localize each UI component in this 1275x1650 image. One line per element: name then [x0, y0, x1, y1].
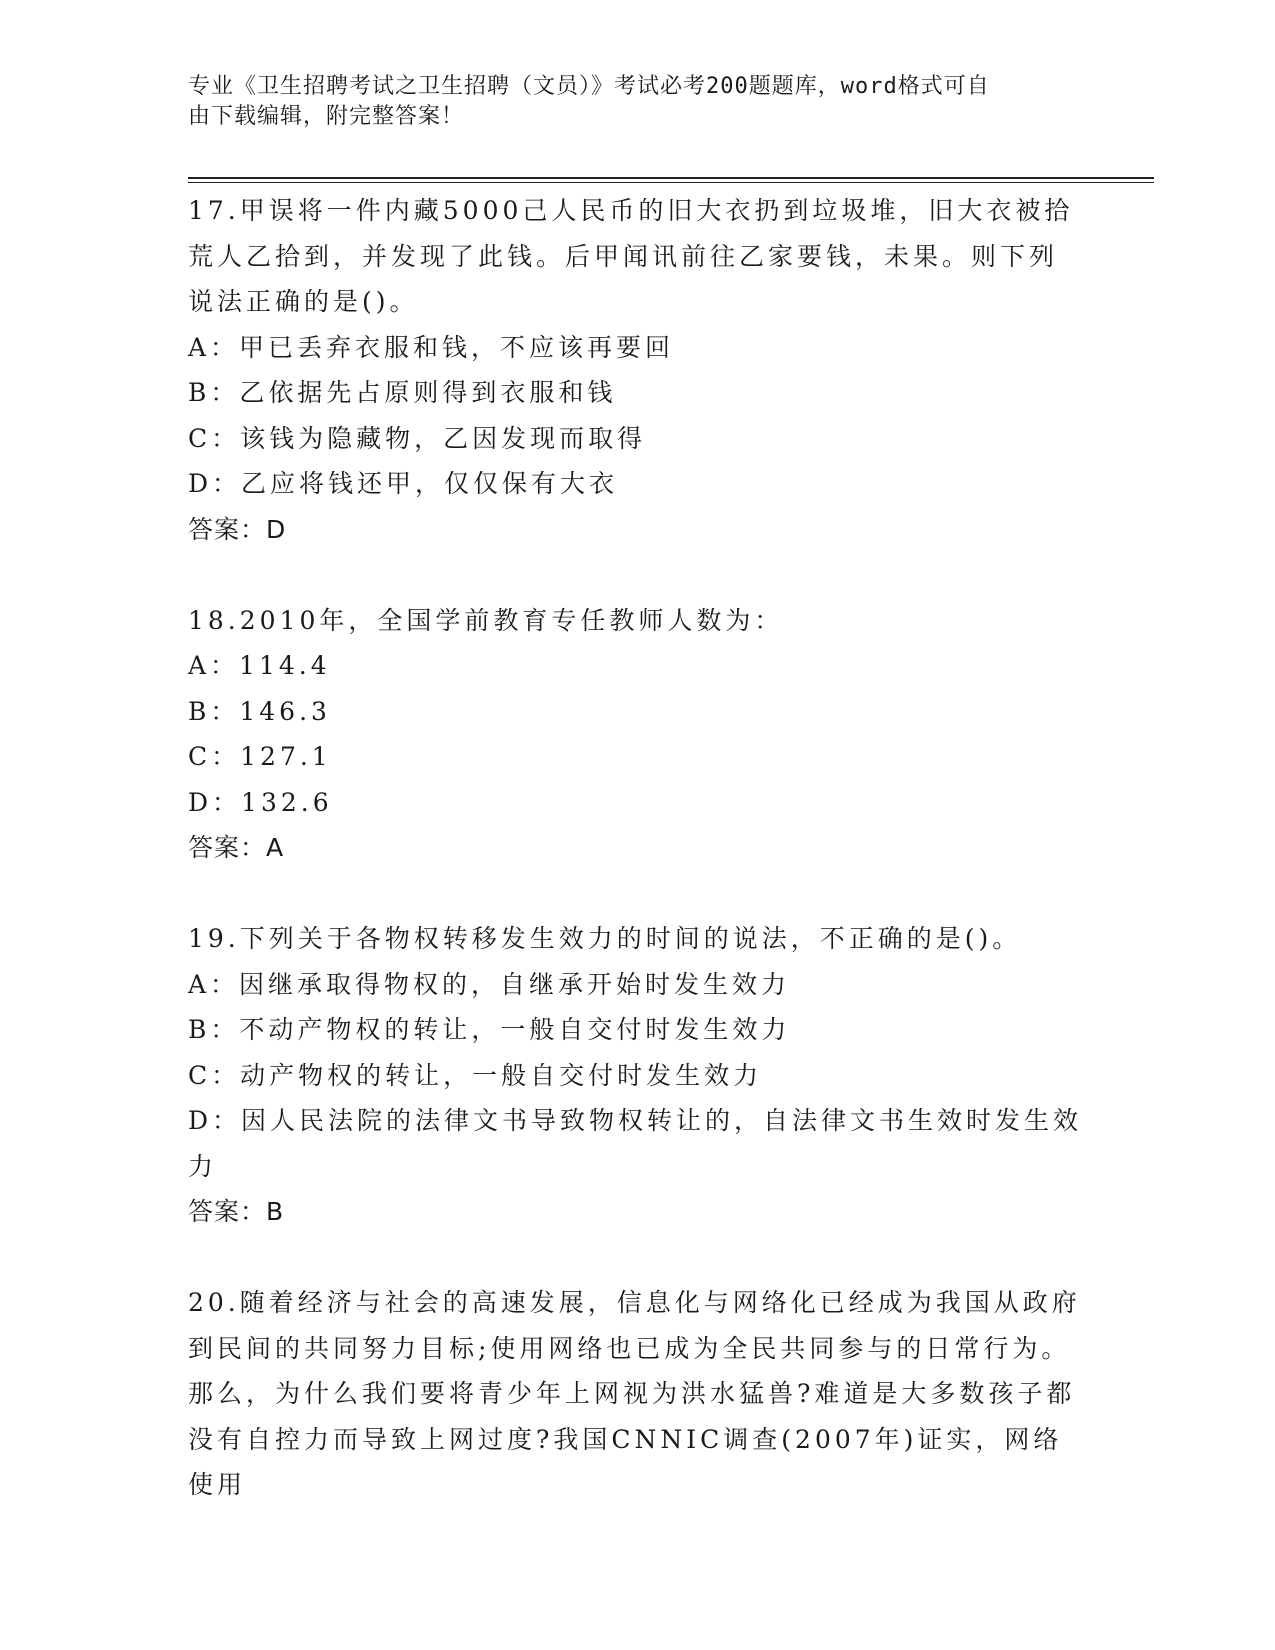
- question-spacer: [188, 871, 1088, 917]
- header-rule-thick: [188, 177, 1154, 179]
- question-stem-line: 到民间的共同努力目标;使用网络也已成为全民共同参与的日常行为。: [188, 1333, 1071, 1363]
- question-stem-line: 20.随着经济与社会的高速发展，信息化与网络化已经成为我国从政府: [188, 1288, 1081, 1317]
- question-list: [188, 188, 1088, 1508]
- option-d: D：因人民法院的法律文书导致物权转让的，自法律文书生效时发生效: [188, 1106, 1083, 1135]
- option-b: B：不动产物权的转让，一般自交付时发生效力: [188, 1015, 791, 1044]
- question-stem-line: 没有自控力而导致上网过度?我国CNNIC调查(2007年)证实，网络使用: [188, 1424, 1063, 1499]
- question-19: [188, 916, 1088, 1235]
- option-c: C：该钱为隐藏物，乙因发现而取得: [188, 423, 647, 453]
- question-stem-line: 19.下列关于各物权转移发生效力的时间的说法，不正确的是()。: [188, 924, 1022, 953]
- question-18: [188, 598, 1088, 871]
- question-17: [188, 188, 1088, 552]
- option-b: B：乙依据先占原则得到衣服和钱: [188, 378, 617, 407]
- option-b: B：146.3: [188, 696, 331, 726]
- question-stem-line: 荒人乙拾到，并发现了此钱。后甲闻讯前往乙家要钱，未果。则下列: [188, 241, 1059, 271]
- header-line-1: 专业《卫生招聘考试之卫生招聘（文员）》考试必考200题题库，word格式可自: [188, 74, 990, 99]
- question-spacer: [188, 552, 1088, 598]
- header-rule-thin: [188, 182, 1154, 183]
- option-d-continuation: 力: [188, 1151, 218, 1181]
- answer-line: 答案：A: [188, 833, 285, 862]
- option-d: D：132.6: [188, 787, 333, 817]
- header-line-2: 由下载编辑，附完整答案！: [188, 104, 465, 129]
- answer-line: 答案：B: [188, 1197, 285, 1226]
- question-stem-line: 那么，为什么我们要将青少年上网视为洪水猛兽?难道是大多数孩子都: [188, 1379, 1076, 1408]
- option-a: A：甲已丢弃衣服和钱，不应该再要回: [188, 332, 675, 362]
- question-spacer: [188, 1235, 1088, 1281]
- option-a: A：114.4: [188, 651, 331, 680]
- option-c: C：动产物权的转让，一般自交付时发生效力: [188, 1060, 763, 1090]
- question-stem-line: 17.甲误将一件内藏5000己人民币的旧大衣扔到垃圾堆，旧大衣被拾: [188, 196, 1074, 225]
- question-stem-line: 说法正确的是()。: [188, 287, 419, 316]
- question-stem-line: 18.2010年，全国学前教育专任教师人数为：: [188, 605, 784, 635]
- answer-line: 答案：D: [188, 514, 287, 544]
- option-c: C：127.1: [188, 742, 332, 771]
- document-header: [188, 72, 1068, 132]
- option-d: D：乙应将钱还甲，仅仅保有大衣: [188, 469, 619, 498]
- question-20: [188, 1280, 1088, 1508]
- option-a: A：因继承取得物权的，自继承开始时发生效力: [188, 969, 791, 999]
